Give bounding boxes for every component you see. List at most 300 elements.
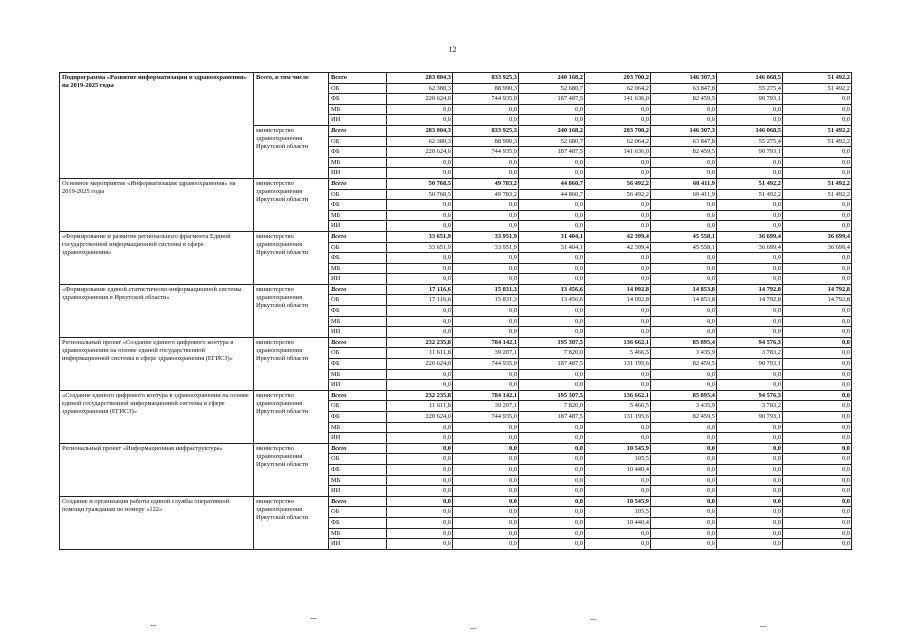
funding-source: ОБ	[329, 454, 387, 465]
amount-cell: 39 207,1	[453, 348, 519, 359]
amount-cell: 0,0	[717, 369, 783, 380]
amount-cell: 0,0	[453, 517, 519, 528]
amount-cell: 15 831,3	[453, 284, 519, 295]
funding-source: ОБ	[329, 83, 387, 94]
amount-cell: 0,0	[585, 115, 651, 126]
amount-cell: 0,0	[453, 306, 519, 317]
funding-source: МБ	[329, 369, 387, 380]
amount-cell: 0,0	[585, 157, 651, 168]
amount-cell: 0,0	[651, 380, 717, 391]
amount-cell: 56 492,2	[585, 178, 651, 189]
amount-cell: 0,0	[783, 464, 852, 475]
amount-cell: 55 275,4	[717, 136, 783, 147]
amount-cell: 0,0	[717, 486, 783, 497]
amount-cell: 50 768,5	[387, 189, 453, 200]
funding-source: ИИ	[329, 327, 387, 338]
amount-cell: 51 492,2	[783, 189, 852, 200]
amount-cell: 0,0	[651, 433, 717, 444]
amount-cell: 146 307,3	[651, 125, 717, 136]
amount-cell: 13 456,6	[519, 295, 585, 306]
amount-cell: 0,0	[717, 496, 783, 507]
amount-cell: 0,0	[783, 274, 852, 285]
amount-cell: 55 275,4	[717, 83, 783, 94]
table-row	[60, 390, 852, 401]
amount-cell: 833 925,3	[453, 73, 519, 84]
amount-cell: 0,0	[717, 253, 783, 264]
amount-cell: 0,0	[387, 327, 453, 338]
amount-cell: 33 651,9	[387, 231, 453, 242]
amount-cell: 0,0	[717, 380, 783, 391]
amount-cell: 744 935,0	[453, 359, 519, 370]
scan-speck	[310, 618, 316, 619]
amount-cell: 0,0	[717, 200, 783, 211]
amount-cell: 136 662,1	[585, 337, 651, 348]
amount-cell: 0,0	[717, 507, 783, 518]
amount-cell: 42 399,4	[585, 242, 651, 253]
amount-cell: 51 492,2	[783, 125, 852, 136]
amount-cell: 3 435,9	[651, 348, 717, 359]
amount-cell: 42 399,4	[585, 231, 651, 242]
amount-cell: 220 624,0	[387, 94, 453, 105]
amount-cell: 51 492,2	[717, 178, 783, 189]
amount-cell: 0,0	[519, 115, 585, 126]
amount-cell: 0,0	[585, 200, 651, 211]
amount-cell: 195 307,5	[519, 337, 585, 348]
funding-source: ОБ	[329, 295, 387, 306]
amount-cell: 283 004,3	[387, 125, 453, 136]
amount-cell: 0,0	[783, 210, 852, 221]
amount-cell: 0,0	[453, 200, 519, 211]
amount-cell: 0,0	[717, 433, 783, 444]
amount-cell: 0,0	[651, 539, 717, 550]
funding-source: ИИ	[329, 168, 387, 179]
amount-cell: 85 895,4	[651, 337, 717, 348]
scan-speck	[150, 625, 156, 626]
amount-cell: 0,0	[651, 253, 717, 264]
amount-cell: 0,0	[585, 327, 651, 338]
amount-cell: 82 459,5	[651, 147, 717, 158]
page-number: 12	[448, 45, 457, 54]
table-row	[60, 443, 852, 454]
amount-cell: 0,0	[453, 443, 519, 454]
amount-cell: 0,0	[585, 104, 651, 115]
amount-cell: 0,0	[453, 210, 519, 221]
amount-cell: 0,0	[783, 443, 852, 454]
amount-cell: 0,0	[519, 369, 585, 380]
amount-cell: 146 307,3	[651, 73, 717, 84]
amount-cell: 10 440,4	[585, 464, 651, 475]
amount-cell: 0,0	[783, 306, 852, 317]
program-name: «Формирование и развитие регионального фрагмента Единой государственной информационной системы в сфере здравоохранения»	[60, 231, 254, 284]
amount-cell: 45 558,1	[651, 242, 717, 253]
amount-cell: 0,0	[585, 528, 651, 539]
amount-cell: 0,0	[783, 359, 852, 370]
amount-cell: 203 700,2	[585, 125, 651, 136]
amount-cell: 0,0	[519, 517, 585, 528]
amount-cell: 0,0	[519, 380, 585, 391]
amount-cell: 15 831,3	[453, 295, 519, 306]
amount-cell: 11 611,8	[387, 348, 453, 359]
amount-cell: 0,0	[783, 380, 852, 391]
amount-cell: 0,0	[453, 454, 519, 465]
amount-cell: 220 624,0	[387, 147, 453, 158]
amount-cell: 0,0	[783, 454, 852, 465]
amount-cell: 33 951,9	[453, 242, 519, 253]
amount-cell: 0,0	[585, 263, 651, 274]
amount-cell: 0,0	[387, 316, 453, 327]
amount-cell: 0,0	[783, 433, 852, 444]
amount-cell: 82 459,5	[651, 412, 717, 423]
amount-cell: 0,0	[717, 422, 783, 433]
amount-cell: 136 662,1	[585, 390, 651, 401]
funding-source: ОБ	[329, 136, 387, 147]
amount-cell: 0,0	[651, 221, 717, 232]
amount-cell: 0,0	[453, 486, 519, 497]
amount-cell: 0,0	[651, 157, 717, 168]
amount-cell: 0,0	[387, 200, 453, 211]
amount-cell: 0,0	[717, 454, 783, 465]
amount-cell: 36 699,4	[717, 231, 783, 242]
amount-cell: 0,0	[717, 115, 783, 126]
amount-cell: 0,0	[387, 157, 453, 168]
amount-cell: 0,0	[783, 496, 852, 507]
amount-cell: 51 492,2	[783, 136, 852, 147]
amount-cell: 44 860,7	[519, 178, 585, 189]
amount-cell: 0,0	[783, 401, 852, 412]
funding-source: ИИ	[329, 539, 387, 550]
amount-cell: 232 235,8	[387, 390, 453, 401]
scan-speck	[470, 628, 476, 629]
amount-cell: 240 168,2	[519, 125, 585, 136]
amount-cell: 0,0	[717, 464, 783, 475]
amount-cell: 0,0	[453, 380, 519, 391]
amount-cell: 0,0	[519, 253, 585, 264]
amount-cell: 240 168,2	[519, 73, 585, 84]
scan-speck	[590, 619, 596, 620]
amount-cell: 0,0	[453, 274, 519, 285]
amount-cell: 3 783,2	[717, 401, 783, 412]
amount-cell: 94 576,3	[717, 390, 783, 401]
funding-source: ФБ	[329, 306, 387, 317]
amount-cell: 187 487,5	[519, 359, 585, 370]
amount-cell: 45 558,1	[651, 231, 717, 242]
amount-cell: 0,0	[387, 253, 453, 264]
amount-cell: 784 142,1	[453, 337, 519, 348]
amount-cell: 203 700,2	[585, 73, 651, 84]
amount-cell: 0,0	[651, 210, 717, 221]
amount-cell: 0,0	[783, 200, 852, 211]
amount-cell: 85 895,4	[651, 390, 717, 401]
funding-source: МБ	[329, 475, 387, 486]
amount-cell: 0,0	[651, 422, 717, 433]
amount-cell: 0,0	[783, 475, 852, 486]
amount-cell: 0,0	[387, 464, 453, 475]
funding-source: Всего	[329, 390, 387, 401]
amount-cell: 0,0	[783, 115, 852, 126]
amount-cell: 0,0	[783, 168, 852, 179]
amount-cell: 56 492,2	[585, 189, 651, 200]
amount-cell: 44 860,7	[519, 189, 585, 200]
funding-source: ФБ	[329, 517, 387, 528]
amount-cell: 5 466,5	[585, 401, 651, 412]
funding-source: ОБ	[329, 242, 387, 253]
funding-source: Всего	[329, 284, 387, 295]
amount-cell: 94 576,3	[717, 337, 783, 348]
amount-cell: 0,0	[519, 528, 585, 539]
amount-cell: 90 793,1	[717, 412, 783, 423]
funding-source: МБ	[329, 422, 387, 433]
funding-source: ИИ	[329, 486, 387, 497]
amount-cell: 0,0	[651, 306, 717, 317]
amount-cell: 0,0	[519, 486, 585, 497]
amount-cell: 0,0	[519, 221, 585, 232]
program-name: Создание и организация работы единой службы оперативной помощи гражданам по номеру «122»	[60, 496, 254, 549]
amount-cell: 220 624,0	[387, 359, 453, 370]
table-row	[60, 178, 852, 189]
amount-cell: 14 092,8	[585, 284, 651, 295]
amount-cell: 744 935,0	[453, 94, 519, 105]
scan-speck	[760, 626, 766, 627]
amount-cell: 0,0	[717, 327, 783, 338]
amount-cell: 187 487,5	[519, 94, 585, 105]
amount-cell: 0,0	[783, 316, 852, 327]
amount-cell: 0,0	[717, 221, 783, 232]
amount-cell: 0,0	[387, 221, 453, 232]
amount-cell: 0,0	[717, 157, 783, 168]
amount-cell: 36 699,4	[783, 231, 852, 242]
amount-cell: 0,0	[453, 168, 519, 179]
funding-source: МБ	[329, 263, 387, 274]
amount-cell: 7 820,0	[519, 401, 585, 412]
amount-cell: 0,0	[519, 263, 585, 274]
amount-cell: 0,0	[783, 422, 852, 433]
amount-cell: 0,0	[453, 157, 519, 168]
funding-source: ОБ	[329, 189, 387, 200]
amount-cell: 131 195,6	[585, 359, 651, 370]
amount-cell: 0,0	[453, 422, 519, 433]
funding-source: ОБ	[329, 401, 387, 412]
amount-cell: 0,0	[651, 369, 717, 380]
amount-cell: 0,0	[387, 263, 453, 274]
amount-cell: 0,0	[783, 486, 852, 497]
amount-cell: 0,0	[651, 274, 717, 285]
amount-cell: 0,0	[519, 422, 585, 433]
amount-cell: 0,0	[387, 443, 453, 454]
amount-cell: 88 990,3	[453, 136, 519, 147]
amount-cell: 90 793,1	[717, 147, 783, 158]
amount-cell: 0,0	[387, 104, 453, 115]
amount-cell: 232 235,8	[387, 337, 453, 348]
amount-cell: 51 492,2	[783, 178, 852, 189]
amount-cell: 0,0	[453, 539, 519, 550]
amount-cell: 0,0	[717, 443, 783, 454]
amount-cell: 0,0	[453, 263, 519, 274]
amount-cell: 51 492,2	[717, 189, 783, 200]
amount-cell: 0,0	[585, 253, 651, 264]
table-row	[60, 284, 852, 295]
amount-cell: 36 699,4	[783, 242, 852, 253]
amount-cell: 0,0	[519, 200, 585, 211]
amount-cell: 0,0	[453, 115, 519, 126]
executor-name: министерство здравоохранения Иркутской области	[254, 390, 329, 443]
amount-cell: 90 793,1	[717, 94, 783, 105]
table-row	[60, 73, 852, 84]
amount-cell: 0,0	[783, 528, 852, 539]
amount-cell: 0,0	[783, 327, 852, 338]
amount-cell: 0,0	[585, 306, 651, 317]
amount-cell: 3 783,2	[717, 348, 783, 359]
amount-cell: 39 207,1	[453, 401, 519, 412]
amount-cell: 744 935,0	[453, 412, 519, 423]
amount-cell: 146 068,5	[717, 73, 783, 84]
amount-cell: 0,0	[783, 253, 852, 264]
executor-name: министерство здравоохранения Иркутской области	[254, 443, 329, 496]
amount-cell: 105,5	[585, 507, 651, 518]
funding-source: Всего	[329, 496, 387, 507]
amount-cell: 52 680,7	[519, 136, 585, 147]
amount-cell: 0,0	[783, 412, 852, 423]
amount-cell: 63 847,8	[651, 136, 717, 147]
amount-cell: 0,0	[519, 507, 585, 518]
amount-cell: 0,0	[717, 263, 783, 274]
amount-cell: 0,0	[519, 475, 585, 486]
table-row	[60, 231, 852, 242]
amount-cell: 0,0	[717, 316, 783, 327]
funding-source: МБ	[329, 316, 387, 327]
amount-cell: 49 783,2	[453, 178, 519, 189]
funding-source: Всего	[329, 231, 387, 242]
amount-cell: 0,0	[783, 263, 852, 274]
amount-cell: 0,0	[519, 157, 585, 168]
funding-source: ФБ	[329, 464, 387, 475]
amount-cell: 220 624,0	[387, 412, 453, 423]
amount-cell: 0,0	[453, 496, 519, 507]
funding-source: Всего	[329, 337, 387, 348]
amount-cell: 63 847,8	[651, 83, 717, 94]
amount-cell: 0,0	[717, 528, 783, 539]
funding-source: ФБ	[329, 412, 387, 423]
amount-cell: 0,0	[783, 337, 852, 348]
amount-cell: 0,0	[651, 263, 717, 274]
amount-cell: 0,0	[717, 274, 783, 285]
funding-source: ИИ	[329, 380, 387, 391]
funding-source: ФБ	[329, 94, 387, 105]
amount-cell: 0,0	[585, 316, 651, 327]
amount-cell: 13 456,6	[519, 284, 585, 295]
amount-cell: 0,0	[387, 380, 453, 391]
budget-table	[59, 72, 852, 550]
amount-cell: 0,0	[783, 369, 852, 380]
amount-cell: 0,0	[519, 316, 585, 327]
amount-cell: 0,0	[519, 104, 585, 115]
amount-cell: 0,0	[651, 517, 717, 528]
funding-source: ОБ	[329, 507, 387, 518]
amount-cell: 0,0	[651, 104, 717, 115]
executor-name: министерство здравоохранения Иркутской области	[254, 178, 329, 231]
amount-cell: 10 545,9	[585, 496, 651, 507]
program-name: «Формирование единой статистическо-информационной системы здравоохранения в Иркутской области»	[60, 284, 254, 337]
amount-cell: 0,0	[387, 306, 453, 317]
amount-cell: 0,0	[585, 433, 651, 444]
amount-cell: 14 792,8	[783, 295, 852, 306]
executor-name: министерство здравоохранения Иркутской области	[254, 231, 329, 284]
amount-cell: 0,0	[453, 507, 519, 518]
funding-source: МБ	[329, 528, 387, 539]
amount-cell: 14 853,8	[651, 284, 717, 295]
program-name: «Создание единого цифрового контура в здравоохранении на основе единой государственной информационной системы в сфере здравоохранения (ЕГИСЗ)»	[60, 390, 254, 443]
amount-cell: 0,0	[519, 274, 585, 285]
amount-cell: 0,0	[783, 94, 852, 105]
amount-cell: 33 951,9	[453, 231, 519, 242]
funding-source: ИИ	[329, 433, 387, 444]
amount-cell: 0,0	[651, 316, 717, 327]
funding-source: ИИ	[329, 221, 387, 232]
amount-cell: 0,0	[519, 496, 585, 507]
amount-cell: 0,0	[585, 475, 651, 486]
amount-cell: 0,0	[651, 168, 717, 179]
amount-cell: 0,0	[387, 539, 453, 550]
amount-cell: 0,0	[651, 200, 717, 211]
amount-cell: 0,0	[387, 115, 453, 126]
amount-cell: 0,0	[585, 274, 651, 285]
amount-cell: 31 404,1	[519, 231, 585, 242]
amount-cell: 0,0	[651, 528, 717, 539]
amount-cell: 14 792,8	[717, 284, 783, 295]
funding-source: Всего	[329, 73, 387, 84]
funding-source: МБ	[329, 210, 387, 221]
amount-cell: 0,0	[453, 369, 519, 380]
amount-cell: 0,0	[387, 274, 453, 285]
amount-cell: 0,0	[651, 496, 717, 507]
amount-cell: 0,0	[585, 168, 651, 179]
executor-name: министерство здравоохранения Иркутской области	[254, 496, 329, 549]
amount-cell: 0,0	[783, 517, 852, 528]
amount-cell: 0,0	[651, 507, 717, 518]
amount-cell: 82 459,5	[651, 94, 717, 105]
funding-source: ОБ	[329, 348, 387, 359]
executor-name: министерство здравоохранения Иркутской области	[254, 284, 329, 337]
amount-cell: 5 466,5	[585, 348, 651, 359]
amount-cell: 52 680,7	[519, 83, 585, 94]
funding-source: Всего	[329, 125, 387, 136]
amount-cell: 14 853,8	[651, 295, 717, 306]
amount-cell: 146 068,5	[717, 125, 783, 136]
funding-source: ФБ	[329, 359, 387, 370]
amount-cell: 49 783,2	[453, 189, 519, 200]
amount-cell: 0,0	[453, 316, 519, 327]
amount-cell: 62 380,3	[387, 136, 453, 147]
amount-cell: 0,0	[387, 369, 453, 380]
amount-cell: 0,0	[387, 475, 453, 486]
amount-cell: 0,0	[387, 496, 453, 507]
executor-name: министерство здравоохранения Иркутской области	[254, 125, 329, 178]
amount-cell: 10 440,4	[585, 517, 651, 528]
amount-cell: 14 792,8	[717, 295, 783, 306]
amount-cell: 0,0	[717, 539, 783, 550]
amount-cell: 0,0	[519, 433, 585, 444]
amount-cell: 0,0	[651, 327, 717, 338]
amount-cell: 187 487,5	[519, 412, 585, 423]
amount-cell: 62 380,3	[387, 83, 453, 94]
amount-cell: 0,0	[717, 168, 783, 179]
amount-cell: 0,0	[453, 528, 519, 539]
amount-cell: 51 492,2	[783, 73, 852, 84]
program-name: Подпрограмма «Развитие информатизации в здравоохранении» на 2019-2025 годы	[60, 73, 254, 179]
amount-cell: 0,0	[717, 475, 783, 486]
amount-cell: 0,0	[783, 221, 852, 232]
amount-cell: 0,0	[585, 210, 651, 221]
amount-cell: 0,0	[651, 115, 717, 126]
